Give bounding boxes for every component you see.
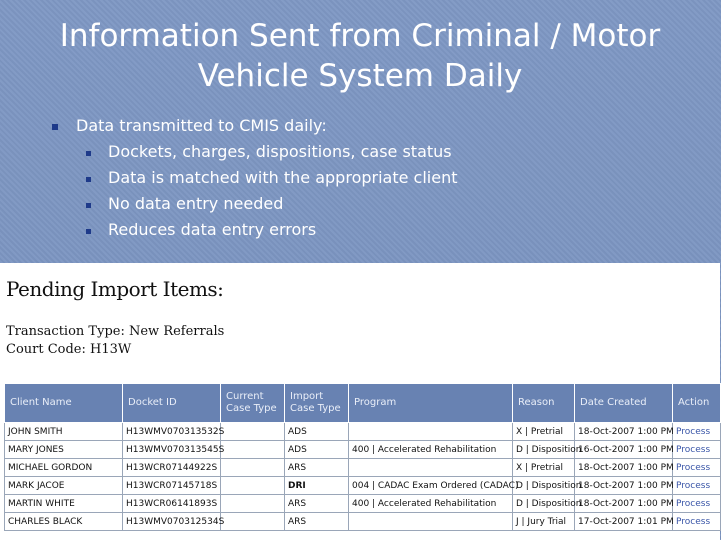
date-created-cell: 18-Oct-2007 1:00 PM xyxy=(575,459,673,477)
court-code-value: H13W xyxy=(90,342,132,357)
bullet-text: No data entry needed xyxy=(108,194,284,213)
import-case-type-cell: DRI xyxy=(285,477,349,495)
date-created-cell: 16-Oct-2007 1:00 PM xyxy=(575,441,673,459)
pending-import-title: Pending Import Items: xyxy=(6,277,224,301)
bullet-list xyxy=(48,116,457,246)
process-link[interactable]: Process xyxy=(673,513,721,531)
process-link[interactable]: Process xyxy=(673,477,721,495)
header-docket-id[interactable]: Docket ID xyxy=(123,384,221,423)
docket-id-cell: H13WMV070313545S xyxy=(123,441,221,459)
bullet-square-icon xyxy=(86,203,91,208)
docket-id-cell: H13WMV070312534S xyxy=(123,513,221,531)
bullet-square-icon xyxy=(52,124,58,130)
table-row xyxy=(5,495,721,513)
header-program[interactable]: Program xyxy=(349,384,513,423)
bullet-square-icon xyxy=(86,177,91,182)
table-header-row xyxy=(5,384,721,423)
docket-id-cell: H13WCR07145718S xyxy=(123,477,221,495)
transaction-type-label: Transaction Type: xyxy=(6,324,125,339)
import-case-type-cell: ADS xyxy=(285,423,349,441)
header-client-name[interactable]: Client Name xyxy=(5,384,123,423)
docket-id-cell: H13WMV070313532S xyxy=(123,423,221,441)
import-case-type-cell: ARS xyxy=(285,495,349,513)
program-cell xyxy=(349,513,513,531)
table-row xyxy=(5,441,721,459)
client-name-cell: JOHN SMITH xyxy=(5,423,123,441)
bullet-text: Data transmitted to CMIS daily: xyxy=(76,116,327,135)
date-created-cell: 17-Oct-2007 1:01 PM xyxy=(575,513,673,531)
header-action: Action xyxy=(673,384,721,423)
header-date-created[interactable]: Date Created xyxy=(575,384,673,423)
process-link[interactable]: Process xyxy=(673,423,721,441)
title-line-1: Information Sent from Criminal / Motor xyxy=(59,18,661,54)
date-created-cell: 18-Oct-2007 1:00 PM xyxy=(575,423,673,441)
program-cell xyxy=(349,423,513,441)
bullet-square-icon xyxy=(86,151,91,156)
current-case-type-cell xyxy=(221,513,285,531)
header-reason[interactable]: Reason xyxy=(513,384,575,423)
slide-title xyxy=(40,16,680,96)
bullet-text: Data is matched with the appropriate client xyxy=(108,168,458,187)
current-case-type-cell xyxy=(221,495,285,513)
table-row xyxy=(5,513,721,531)
client-name-cell: MICHAEL GORDON xyxy=(5,459,123,477)
sub-bullet-item xyxy=(48,220,457,246)
import-case-type-cell: ARS xyxy=(285,513,349,531)
current-case-type-cell xyxy=(221,441,285,459)
court-code xyxy=(6,342,131,357)
transaction-type xyxy=(6,324,224,339)
date-created-cell: 18-Oct-2007 1:00 PM xyxy=(575,477,673,495)
bullet-text: Reduces data entry errors xyxy=(108,220,317,239)
program-cell: 400 | Accelerated Rehabilitation xyxy=(349,495,513,513)
bullet-text: Dockets, charges, dispositions, case status xyxy=(108,142,452,161)
current-case-type-cell xyxy=(221,459,285,477)
bullet-item xyxy=(48,116,457,142)
program-cell: 004 | CADAC Exam Ordered (CADAC) xyxy=(349,477,513,495)
table-row xyxy=(5,459,721,477)
table-row xyxy=(5,477,721,495)
pending-import-panel xyxy=(0,263,720,540)
program-cell xyxy=(349,459,513,477)
current-case-type-cell xyxy=(221,423,285,441)
title-line-2: Vehicle System Daily xyxy=(197,58,523,94)
client-name-cell: MARY JONES xyxy=(5,441,123,459)
process-link[interactable]: Process xyxy=(673,495,721,513)
client-name-cell: MARK JACOE xyxy=(5,477,123,495)
reason-cell: D | Disposition xyxy=(513,477,575,495)
import-case-type-cell: ARS xyxy=(285,459,349,477)
header-current-case-type[interactable]: Current Case Type xyxy=(221,384,285,423)
reason-cell: J | Jury Trial xyxy=(513,513,575,531)
table-row xyxy=(5,423,721,441)
court-code-label: Court Code: xyxy=(6,342,86,357)
sub-bullet-item xyxy=(48,142,457,168)
transaction-type-value: New Referrals xyxy=(128,324,225,339)
bullet-square-icon xyxy=(86,229,91,234)
sub-bullet-item xyxy=(48,194,457,220)
reason-cell: X | Pretrial xyxy=(513,459,575,477)
process-link[interactable]: Process xyxy=(673,441,721,459)
process-link[interactable]: Process xyxy=(673,459,721,477)
reason-cell: D | Disposition xyxy=(513,441,575,459)
reason-cell: D | Disposition xyxy=(513,495,575,513)
reason-cell: X | Pretrial xyxy=(513,423,575,441)
header-import-case-type[interactable]: Import Case Type xyxy=(285,384,349,423)
docket-id-cell: H13WCR06141893S xyxy=(123,495,221,513)
pending-items-table xyxy=(4,383,721,531)
docket-id-cell: H13WCR07144922S xyxy=(123,459,221,477)
date-created-cell: 18-Oct-2007 1:00 PM xyxy=(575,495,673,513)
client-name-cell: MARTIN WHITE xyxy=(5,495,123,513)
import-case-type-cell: ADS xyxy=(285,441,349,459)
program-cell: 400 | Accelerated Rehabilitation xyxy=(349,441,513,459)
sub-bullet-item xyxy=(48,168,457,194)
client-name-cell: CHARLES BLACK xyxy=(5,513,123,531)
current-case-type-cell xyxy=(221,477,285,495)
